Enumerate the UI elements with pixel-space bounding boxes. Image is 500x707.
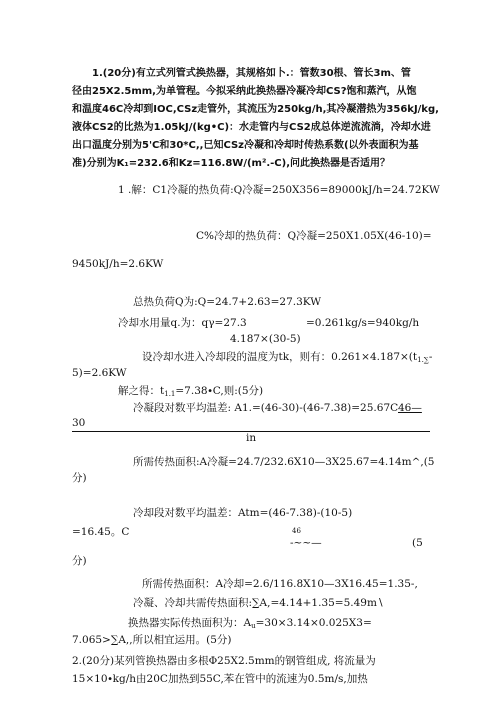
solution-line: 46 <box>292 527 301 535</box>
solution-line: in <box>246 432 257 444</box>
solution-text: =7.38∙C,则:(5分) <box>175 385 264 397</box>
problem-1-line-2: 径由25X2.5mm,为单管程。今拟采纳此换热器冷凝冷却CS?饱和蒸汽，从饱 <box>72 86 417 97</box>
solution-line: 5)=2.6KW <box>72 367 127 379</box>
solution-text: - <box>428 351 433 363</box>
solution-text: 换热器实际传热面积为：A <box>128 617 252 629</box>
solution-line: 冷凝、冷却共需传热面积:∑A,=4.14+1.35=5.49m∖ <box>133 597 384 609</box>
solution-line: (5 <box>412 537 423 549</box>
solution-line: 9450kJ∕h=2.6KW <box>72 258 164 270</box>
solution-line: 分) <box>72 555 87 567</box>
problem-1-line-3: 和温度46C冷却到IOC,CSz走管外，其流压为250kg/h,其冷凝潜热为356kJ/kg, <box>72 104 439 115</box>
solution-line <box>128 617 372 633</box>
solution-line: C%冷却的热负荷：Q冷凝=250X1.05X(46-10)= <box>196 230 432 242</box>
solution-text: =30×3.14×0.025X3= <box>255 617 372 629</box>
solution-line: 7.065>∑A,,所以相宜运用。(5分) <box>72 634 232 646</box>
solution-line <box>142 351 432 367</box>
solution-line: -~~— <box>290 537 322 549</box>
solution-line: 1 .解：C1冷凝的热负荷:Q冷凝=250X356=89000kJ∕h=24.72KW <box>118 184 440 196</box>
problem-1-line-4: 液体CS2的比热为1.05kJ/(kg•C)：水走管内与CS2成总体逆流流淌，冷却水进 <box>72 122 431 133</box>
solution-line: 总热负荷Q为:Q=24.7+2.63=27.3KW <box>133 296 322 308</box>
problem-1-line-6: 准)分别为K₁=232.6和Kz=116.8W/(m².-C),问此换热器是否适用？ <box>72 158 390 169</box>
solution-line: 所需传热面积:A冷凝=24.7/232.6X10—3X25.67=4.14m^,(5 <box>133 456 435 468</box>
solution-line <box>118 385 263 401</box>
problem-1-line-1: 1.(20分)有立式列管式换热器，其规格如卜.：管数30根、管长3m、管 <box>92 68 411 79</box>
solution-line: 冷却水用量q.为：qγ=27.3 <box>118 317 247 329</box>
solution-line: 46— <box>398 402 422 414</box>
solution-text: 设冷却水进入冷却段的温度为tk，则有：0.261×4.187×(t <box>142 351 418 363</box>
solution-subscript: u <box>251 622 256 630</box>
solution-text: 解之得：t <box>118 385 165 397</box>
solution-line: 冷却段对数平均温差：Atm=(46-7.38)-(10-5) <box>133 507 353 519</box>
solution-line: 分) <box>72 472 87 484</box>
solution-subscript: 1.∑ <box>417 356 429 364</box>
solution-line: 4.187×(30-5) <box>230 333 301 345</box>
solution-line: =16.45。C <box>72 526 130 538</box>
solution-subscript: 1.1 <box>164 390 176 398</box>
problem-2-line-1: 2.(20分)某列管换热器由多根Φ25X2.5mm的钢管组成, 将流量为 <box>72 655 376 667</box>
solution-line: =0.261kg∕s=940kg∕h <box>306 317 420 329</box>
solution-line: 所需传热面积：A冷却=2.6/116.8X10—3X16.45=1.35-, <box>142 578 418 590</box>
solution-line: 冷凝段对数平均温差: A1.=(46-30)-(46-7.38)=25.67C <box>133 402 399 414</box>
problem-1-line-5: 出口温度分别为5'C和30*C,,已知CSz冷凝和冷却时传热系数(以外表面积为基 <box>72 140 419 151</box>
solution-line: 30 <box>72 417 86 429</box>
problem-2-line-2: 15×10∙kg∕h由20C加热到55C,苯在管中的流速为0.5m∕s,加热 <box>72 673 368 685</box>
